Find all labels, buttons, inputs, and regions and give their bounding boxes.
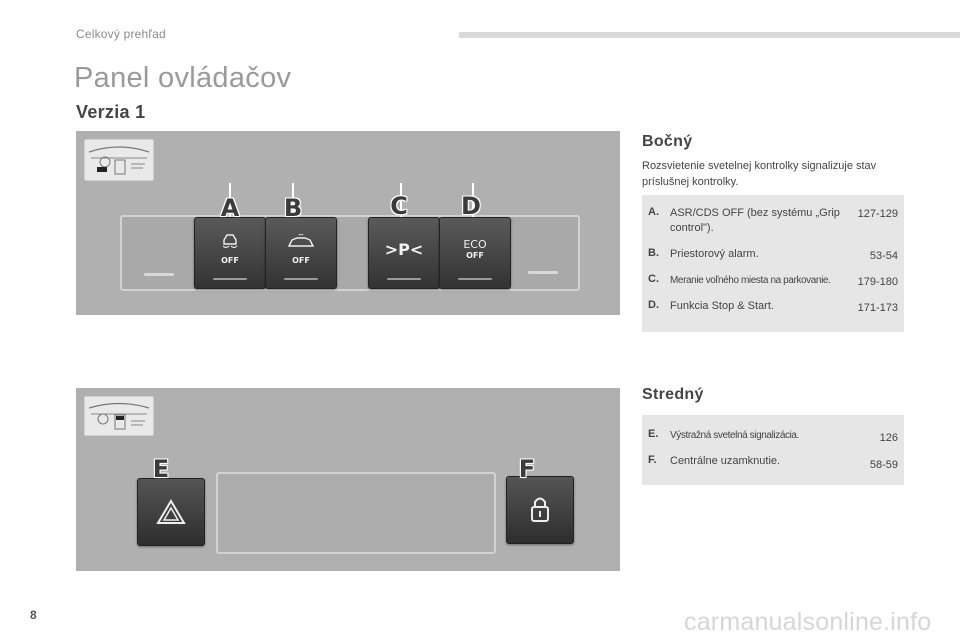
padlock-icon	[530, 495, 550, 523]
callout-b: B	[283, 194, 303, 222]
button-d[interactable]	[439, 217, 511, 289]
dashboard-locator-inset	[84, 396, 154, 436]
item-pages: 58-59	[869, 459, 898, 471]
item-text: Priestorový alarm.	[670, 248, 759, 260]
center-panel-frame	[216, 472, 496, 554]
center-panel-photo	[76, 388, 620, 571]
item-key: F.	[648, 454, 657, 466]
item-pages: 126	[879, 432, 898, 444]
item-text: Centrálne uzamknutie.	[670, 455, 781, 467]
item-key: D.	[648, 299, 659, 311]
button-e[interactable]	[137, 478, 205, 546]
dashboard-outline-icon	[85, 397, 153, 435]
dashboard-locator-inset	[84, 139, 154, 181]
callout-d: D	[461, 192, 481, 220]
car-alarm-icon	[287, 234, 315, 250]
button-c[interactable]	[368, 217, 440, 289]
callout-f: F	[518, 455, 536, 483]
skid-off-icon	[220, 232, 240, 250]
eco-off-icon: ECO	[463, 238, 487, 251]
callout-c: C	[390, 192, 408, 220]
switch-panel-frame	[120, 215, 580, 291]
item-pages: 179-180	[857, 276, 898, 288]
center-section-title: Stredný	[642, 386, 704, 403]
item-key: B.	[648, 247, 659, 259]
center-reference-box	[642, 415, 904, 485]
item-pages: 127-129	[857, 208, 898, 220]
blank-slot-left	[144, 273, 174, 276]
item-text: Funkcia Stop & Start.	[670, 300, 774, 312]
side-section-title: Bočný	[642, 133, 693, 150]
side-section-description: Rozsvietenie svetelnej kontrolky signalizuje stav príslušnej kontrolky.	[642, 160, 877, 188]
hazard-triangle-icon	[156, 499, 186, 525]
item-key: A.	[648, 206, 659, 218]
page-number: 8	[30, 608, 37, 622]
park-sensor-icon: >P<	[384, 240, 424, 259]
callout-e: E	[152, 455, 170, 483]
header-section: Celkový prehľad	[76, 27, 166, 41]
side-reference-box	[642, 195, 904, 332]
item-text: ASR/CDS OFF (bez systému „Grip control").	[670, 207, 840, 234]
page-title: Panel ovládačov	[74, 62, 292, 94]
button-b[interactable]	[265, 217, 337, 289]
version-title: Verzia 1	[76, 102, 146, 122]
button-a[interactable]	[194, 217, 266, 289]
blank-slot-right	[528, 271, 558, 274]
item-key: C.	[648, 273, 659, 285]
header-bar	[459, 32, 960, 38]
item-pages: 53-54	[869, 250, 898, 262]
button-b-label: OFF	[292, 256, 310, 265]
item-pages: 171-173	[857, 302, 898, 314]
button-f[interactable]	[506, 476, 574, 544]
item-text: Meranie voľného miesta na parkovanie.	[670, 275, 831, 286]
callout-a: A	[220, 194, 240, 222]
dashboard-outline-icon	[85, 140, 153, 180]
watermark: carmanualsonline.info	[684, 608, 932, 636]
item-key: E.	[648, 428, 659, 440]
button-a-label: OFF	[221, 256, 239, 265]
side-panel-photo	[76, 131, 620, 315]
button-d-label: OFF	[466, 251, 484, 260]
item-text: Výstražná svetelná signalizácia.	[670, 430, 799, 441]
